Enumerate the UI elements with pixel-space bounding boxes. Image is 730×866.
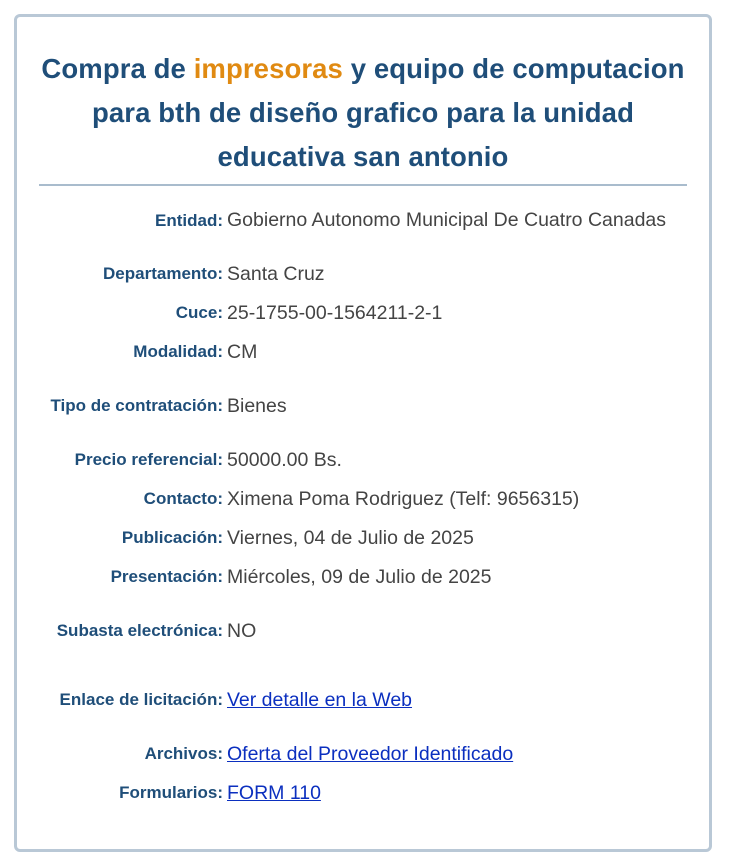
value-archivos xyxy=(227,734,667,773)
label-precio-referencial: Precio referencial: xyxy=(74,450,223,469)
value-precio-referencial: 50000.00 Bs. xyxy=(227,448,342,471)
row-subasta-electronica xyxy=(34,596,667,665)
row-entidad xyxy=(34,186,667,254)
row-enlace-licitacion xyxy=(34,665,667,734)
value-modalidad: CM xyxy=(227,340,258,363)
label-departamento: Departamento: xyxy=(103,264,223,283)
value-enlace-licitacion xyxy=(227,665,667,734)
form-110-link[interactable]: FORM 110 xyxy=(227,781,321,804)
label-presentacion: Presentación: xyxy=(110,567,223,586)
value-contacto: Ximena Poma Rodriguez (Telf: 9656315) xyxy=(227,487,580,510)
value-departamento: Santa Cruz xyxy=(227,262,325,285)
row-archivos xyxy=(34,734,667,773)
label-subasta-electronica: Subasta electrónica: xyxy=(56,621,223,640)
value-presentacion: Miércoles, 09 de Julio de 2025 xyxy=(227,565,492,588)
row-cuce xyxy=(34,293,667,332)
label-modalidad: Modalidad: xyxy=(133,342,223,361)
label-enlace-licitacion: Enlace de licitación: xyxy=(59,690,223,709)
value-publicacion: Viernes, 04 de Julio de 2025 xyxy=(227,526,474,549)
label-formularios: Formularios: xyxy=(119,783,223,802)
row-tipo-contratacion xyxy=(34,371,667,440)
value-subasta-electronica: NO xyxy=(227,619,257,642)
title-highlight: impresoras xyxy=(193,53,343,84)
label-cuce: Cuce: xyxy=(175,303,223,322)
label-contacto: Contacto: xyxy=(143,489,223,508)
title-part-2: y equipo de computacion para bth de diseño grafico para la unidad educativa san antonio xyxy=(92,53,685,172)
details-table xyxy=(34,186,667,812)
row-publicacion xyxy=(34,518,667,557)
value-tipo-contratacion: Bienes xyxy=(227,394,287,417)
label-publicacion: Publicación: xyxy=(121,528,223,547)
label-tipo-contratacion: Tipo de contratación: xyxy=(50,396,223,415)
row-formularios xyxy=(34,773,667,812)
detail-web-link[interactable]: Ver detalle en la Web xyxy=(227,688,413,711)
row-precio-referencial xyxy=(34,440,667,479)
offer-file-link[interactable]: Oferta del Proveedor Identificado xyxy=(227,742,514,765)
label-entidad: Entidad: xyxy=(155,210,223,230)
row-modalidad xyxy=(34,332,667,371)
row-contacto xyxy=(34,479,667,518)
label-archivos: Archivos: xyxy=(144,744,223,763)
value-entidad: Gobierno Autonomo Municipal De Cuatro Canadas xyxy=(227,209,667,231)
tender-title xyxy=(37,47,689,179)
title-part-1: Compra de xyxy=(41,53,194,84)
value-cuce: 25-1755-00-1564211-2-1 xyxy=(227,301,443,324)
row-presentacion xyxy=(34,557,667,596)
value-formularios xyxy=(227,773,667,812)
row-departamento xyxy=(34,254,667,293)
